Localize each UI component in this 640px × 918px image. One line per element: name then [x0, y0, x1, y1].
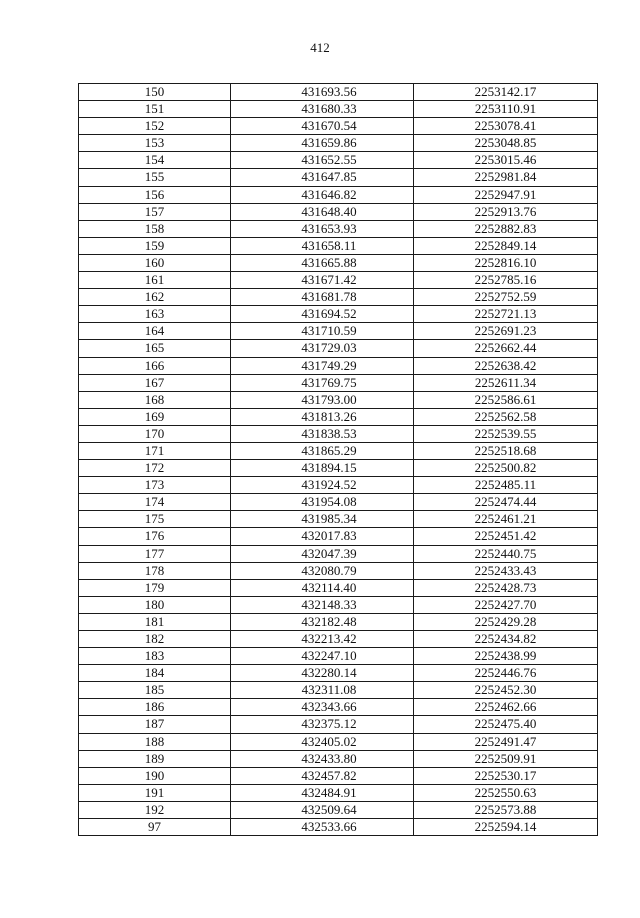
x-coordinate-cell: 432484.91: [231, 784, 414, 801]
y-coordinate-cell: 2252662.44: [414, 340, 598, 357]
x-coordinate-cell: 431648.40: [231, 203, 414, 220]
table-row: [79, 408, 598, 425]
x-coordinate-cell: 431749.29: [231, 357, 414, 374]
point-number-cell: 163: [79, 306, 231, 323]
point-number-cell: 166: [79, 357, 231, 374]
table-row: [79, 596, 598, 613]
x-coordinate-cell: 431729.03: [231, 340, 414, 357]
point-number-cell: 159: [79, 237, 231, 254]
table-row: [79, 84, 598, 101]
y-coordinate-cell: 2252491.47: [414, 733, 598, 750]
x-coordinate-cell: 431658.11: [231, 237, 414, 254]
point-number-cell: 164: [79, 323, 231, 340]
y-coordinate-cell: 2252691.23: [414, 323, 598, 340]
x-coordinate-cell: 431670.54: [231, 118, 414, 135]
y-coordinate-cell: 2252638.42: [414, 357, 598, 374]
y-coordinate-cell: 2253015.46: [414, 152, 598, 169]
point-number-cell: 167: [79, 374, 231, 391]
point-number-cell: 151: [79, 101, 231, 118]
table-row: [79, 819, 598, 836]
point-number-cell: 157: [79, 203, 231, 220]
x-coordinate-cell: 431813.26: [231, 408, 414, 425]
y-coordinate-cell: 2252882.83: [414, 220, 598, 237]
point-number-cell: 171: [79, 442, 231, 459]
y-coordinate-cell: 2252429.28: [414, 613, 598, 630]
x-coordinate-cell: 432509.64: [231, 801, 414, 818]
point-number-cell: 172: [79, 460, 231, 477]
point-number-cell: 192: [79, 801, 231, 818]
x-coordinate-cell: 432047.39: [231, 545, 414, 562]
table-row: [79, 118, 598, 135]
coordinates-table: [78, 83, 598, 836]
table-row: [79, 254, 598, 271]
point-number-cell: 186: [79, 699, 231, 716]
y-coordinate-cell: 2252981.84: [414, 169, 598, 186]
coordinates-table-body: [79, 84, 598, 836]
x-coordinate-cell: 432247.10: [231, 648, 414, 665]
y-coordinate-cell: 2252849.14: [414, 237, 598, 254]
x-coordinate-cell: 432311.08: [231, 682, 414, 699]
table-row: [79, 442, 598, 459]
point-number-cell: 177: [79, 545, 231, 562]
y-coordinate-cell: 2252434.82: [414, 631, 598, 648]
table-row: [79, 186, 598, 203]
table-row: [79, 648, 598, 665]
y-coordinate-cell: 2252816.10: [414, 254, 598, 271]
y-coordinate-cell: 2252474.44: [414, 494, 598, 511]
table-row: [79, 665, 598, 682]
x-coordinate-cell: 431652.55: [231, 152, 414, 169]
x-coordinate-cell: 431659.86: [231, 135, 414, 152]
point-number-cell: 188: [79, 733, 231, 750]
point-number-cell: 169: [79, 408, 231, 425]
x-coordinate-cell: 431647.85: [231, 169, 414, 186]
y-coordinate-cell: 2252475.40: [414, 716, 598, 733]
table-row: [79, 699, 598, 716]
y-coordinate-cell: 2252485.11: [414, 477, 598, 494]
x-coordinate-cell: 431769.75: [231, 374, 414, 391]
table-row: [79, 237, 598, 254]
y-coordinate-cell: 2252451.42: [414, 528, 598, 545]
point-number-cell: 190: [79, 767, 231, 784]
y-coordinate-cell: 2252586.61: [414, 391, 598, 408]
table-row: [79, 323, 598, 340]
y-coordinate-cell: 2252428.73: [414, 579, 598, 596]
point-number-cell: 156: [79, 186, 231, 203]
table-row: [79, 733, 598, 750]
x-coordinate-cell: 431665.88: [231, 254, 414, 271]
x-coordinate-cell: 432148.33: [231, 596, 414, 613]
x-coordinate-cell: 432114.40: [231, 579, 414, 596]
table-row: [79, 357, 598, 374]
y-coordinate-cell: 2252518.68: [414, 442, 598, 459]
table-row: [79, 613, 598, 630]
point-number-cell: 191: [79, 784, 231, 801]
y-coordinate-cell: 2252438.99: [414, 648, 598, 665]
point-number-cell: 165: [79, 340, 231, 357]
table-row: [79, 682, 598, 699]
x-coordinate-cell: 431954.08: [231, 494, 414, 511]
point-number-cell: 152: [79, 118, 231, 135]
table-row: [79, 203, 598, 220]
table-row: [79, 511, 598, 528]
x-coordinate-cell: 431838.53: [231, 425, 414, 442]
point-number-cell: 175: [79, 511, 231, 528]
x-coordinate-cell: 432457.82: [231, 767, 414, 784]
x-coordinate-cell: 431681.78: [231, 289, 414, 306]
table-row: [79, 306, 598, 323]
table-row: [79, 272, 598, 289]
table-row: [79, 545, 598, 562]
point-number-cell: 184: [79, 665, 231, 682]
x-coordinate-cell: 431985.34: [231, 511, 414, 528]
y-coordinate-cell: 2252440.75: [414, 545, 598, 562]
x-coordinate-cell: 431710.59: [231, 323, 414, 340]
table-row: [79, 460, 598, 477]
table-row: [79, 340, 598, 357]
point-number-cell: 168: [79, 391, 231, 408]
table-row: [79, 391, 598, 408]
y-coordinate-cell: 2252433.43: [414, 562, 598, 579]
table-row: [79, 579, 598, 596]
y-coordinate-cell: 2252721.13: [414, 306, 598, 323]
point-number-cell: 154: [79, 152, 231, 169]
y-coordinate-cell: 2252500.82: [414, 460, 598, 477]
y-coordinate-cell: 2253048.85: [414, 135, 598, 152]
table-row: [79, 289, 598, 306]
table-row: [79, 169, 598, 186]
page-number: 412: [310, 40, 330, 55]
table-row: [79, 374, 598, 391]
x-coordinate-cell: 431694.52: [231, 306, 414, 323]
table-row: [79, 152, 598, 169]
y-coordinate-cell: 2252785.16: [414, 272, 598, 289]
y-coordinate-cell: 2253142.17: [414, 84, 598, 101]
x-coordinate-cell: 432375.12: [231, 716, 414, 733]
x-coordinate-cell: 431693.56: [231, 84, 414, 101]
point-number-cell: 182: [79, 631, 231, 648]
table-row: [79, 425, 598, 442]
point-number-cell: 170: [79, 425, 231, 442]
y-coordinate-cell: 2252550.63: [414, 784, 598, 801]
x-coordinate-cell: 432533.66: [231, 819, 414, 836]
y-coordinate-cell: 2252611.34: [414, 374, 598, 391]
table-row: [79, 528, 598, 545]
y-coordinate-cell: 2253110.91: [414, 101, 598, 118]
y-coordinate-cell: 2252446.76: [414, 665, 598, 682]
table-row: [79, 750, 598, 767]
table-row: [79, 784, 598, 801]
x-coordinate-cell: 432433.80: [231, 750, 414, 767]
point-number-cell: 97: [79, 819, 231, 836]
x-coordinate-cell: 431894.15: [231, 460, 414, 477]
x-coordinate-cell: 431680.33: [231, 101, 414, 118]
table-row: [79, 477, 598, 494]
table-row: [79, 101, 598, 118]
y-coordinate-cell: 2252539.55: [414, 425, 598, 442]
point-number-cell: 158: [79, 220, 231, 237]
x-coordinate-cell: 432213.42: [231, 631, 414, 648]
y-coordinate-cell: 2252562.58: [414, 408, 598, 425]
table-row: [79, 562, 598, 579]
y-coordinate-cell: 2252509.91: [414, 750, 598, 767]
point-number-cell: 153: [79, 135, 231, 152]
y-coordinate-cell: 2252452.30: [414, 682, 598, 699]
x-coordinate-cell: 432405.02: [231, 733, 414, 750]
y-coordinate-cell: 2252573.88: [414, 801, 598, 818]
point-number-cell: 162: [79, 289, 231, 306]
x-coordinate-cell: 432017.83: [231, 528, 414, 545]
x-coordinate-cell: 431653.93: [231, 220, 414, 237]
x-coordinate-cell: 432182.48: [231, 613, 414, 630]
point-number-cell: 174: [79, 494, 231, 511]
x-coordinate-cell: 432343.66: [231, 699, 414, 716]
y-coordinate-cell: 2252947.91: [414, 186, 598, 203]
point-number-cell: 161: [79, 272, 231, 289]
x-coordinate-cell: 431671.42: [231, 272, 414, 289]
table-row: [79, 220, 598, 237]
y-coordinate-cell: 2253078.41: [414, 118, 598, 135]
point-number-cell: 179: [79, 579, 231, 596]
y-coordinate-cell: 2252530.17: [414, 767, 598, 784]
point-number-cell: 181: [79, 613, 231, 630]
point-number-cell: 187: [79, 716, 231, 733]
point-number-cell: 160: [79, 254, 231, 271]
table-row: [79, 801, 598, 818]
y-coordinate-cell: 2252462.66: [414, 699, 598, 716]
table-row: [79, 716, 598, 733]
point-number-cell: 178: [79, 562, 231, 579]
x-coordinate-cell: 431646.82: [231, 186, 414, 203]
point-number-cell: 183: [79, 648, 231, 665]
x-coordinate-cell: 432280.14: [231, 665, 414, 682]
y-coordinate-cell: 2252594.14: [414, 819, 598, 836]
y-coordinate-cell: 2252461.21: [414, 511, 598, 528]
point-number-cell: 185: [79, 682, 231, 699]
point-number-cell: 173: [79, 477, 231, 494]
x-coordinate-cell: 431865.29: [231, 442, 414, 459]
table-row: [79, 631, 598, 648]
table-row: [79, 767, 598, 784]
point-number-cell: 176: [79, 528, 231, 545]
point-number-cell: 189: [79, 750, 231, 767]
table-row: [79, 494, 598, 511]
y-coordinate-cell: 2252427.70: [414, 596, 598, 613]
point-number-cell: 180: [79, 596, 231, 613]
point-number-cell: 150: [79, 84, 231, 101]
table-row: [79, 135, 598, 152]
y-coordinate-cell: 2252752.59: [414, 289, 598, 306]
x-coordinate-cell: 431793.00: [231, 391, 414, 408]
x-coordinate-cell: 432080.79: [231, 562, 414, 579]
x-coordinate-cell: 431924.52: [231, 477, 414, 494]
point-number-cell: 155: [79, 169, 231, 186]
y-coordinate-cell: 2252913.76: [414, 203, 598, 220]
